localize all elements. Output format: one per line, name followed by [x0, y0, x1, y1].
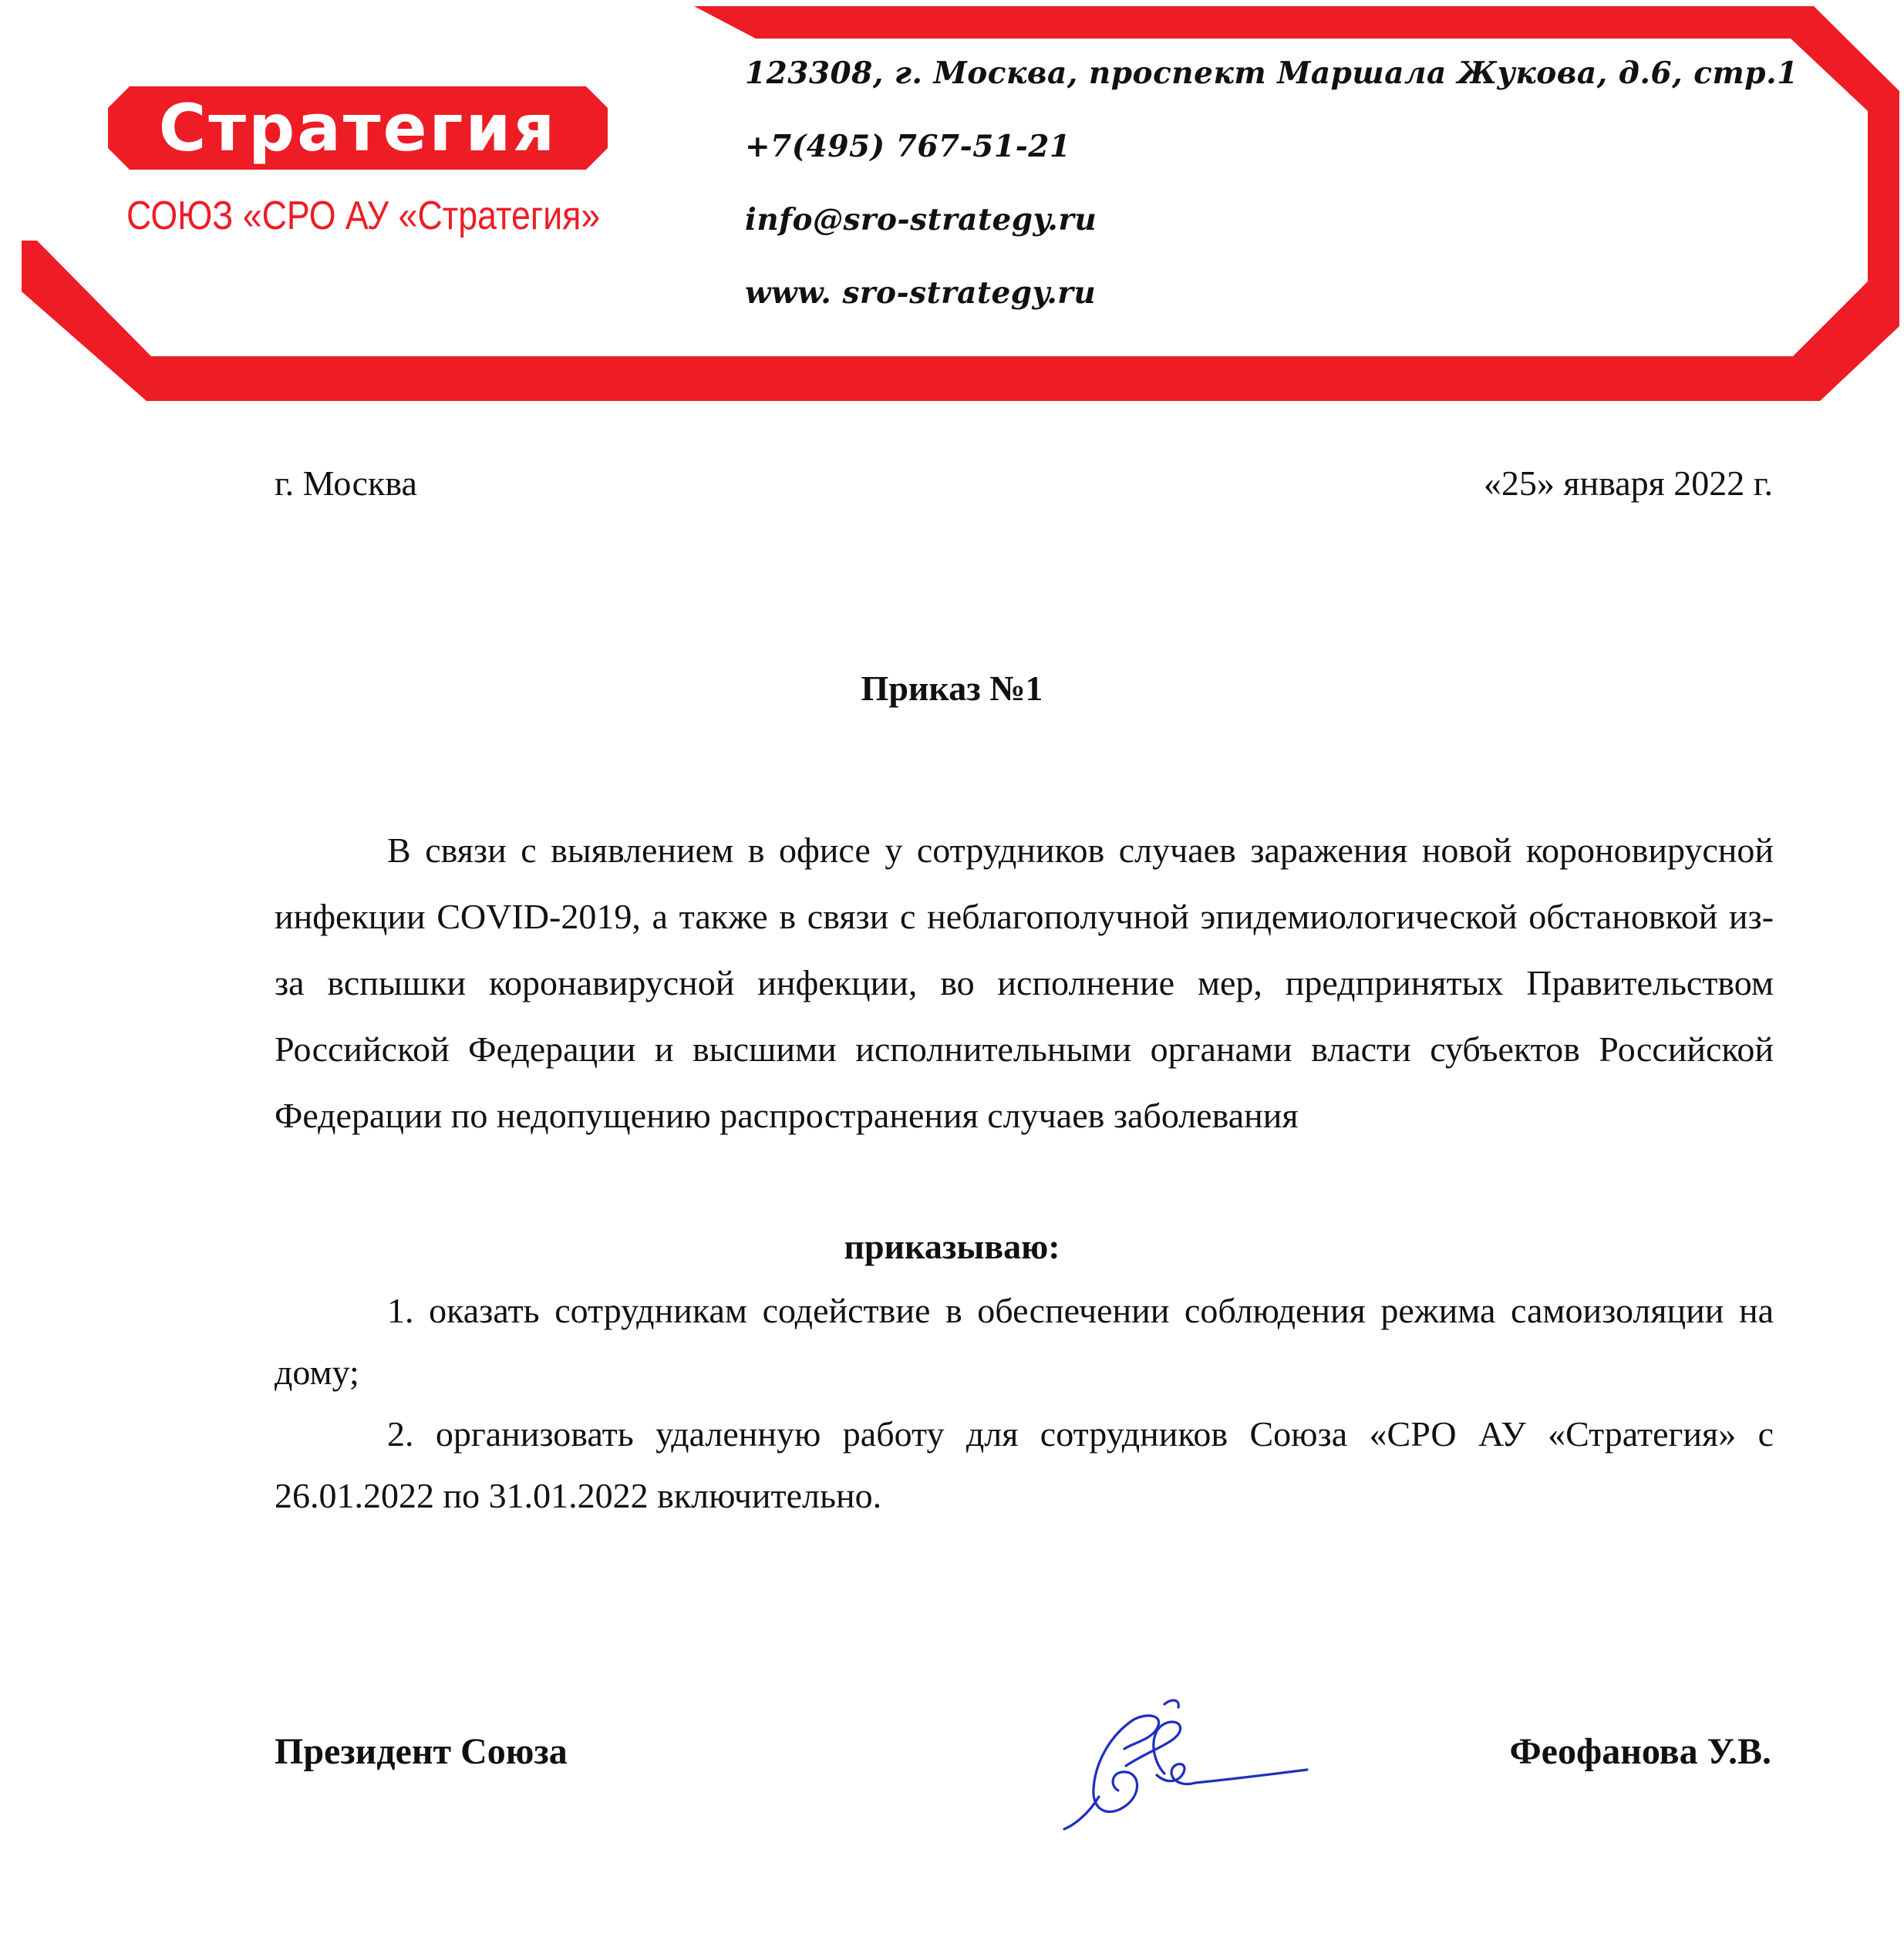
- organization-name: СОЮЗ «СРО АУ «Стратегия»: [126, 194, 601, 238]
- order-item-1: 1. оказать сотрудникам содействие в обеспечении соблюдения режима самоизоляции на дому;: [275, 1291, 1774, 1392]
- orders-heading: приказываю:: [844, 1227, 1060, 1266]
- website[interactable]: www. sro-strategy.ru: [745, 275, 1097, 311]
- preamble-paragraph: В связи с выявлением в офисе у сотрудников случаев заражения новой короновирусной инфекции COVID-2019, а также в связи с неблагополучной эпидемиологической обстановкой из-за вспышки коронавирусной инфекции, во исполнение мер, предпринятых Правительством Российской Федерации и высшими исполнительными органами власти субъектов Российской Федерации по недопущению распространения случаев заболевания: [275, 830, 1774, 1135]
- email[interactable]: info@sro-strategy.ru: [745, 202, 1097, 238]
- phone: +7(495) 767-51-21: [745, 129, 1071, 164]
- document-title: Приказ №1: [861, 669, 1043, 708]
- order-item-2: 2. организовать удаленную работу для сотрудников Союза «СРО АУ «Стратегия» с 26.01.2022 по 31.01.2022 включительно.: [275, 1414, 1774, 1515]
- document-date: «25» января 2022 г.: [1483, 463, 1773, 503]
- address: 123308, г. Москва, проспект Маршала Жукова, д.6, стр.1: [745, 56, 1798, 91]
- orders-list: [275, 1280, 1774, 1527]
- signatory-name: Феофанова У.В.: [1509, 1731, 1771, 1772]
- preamble-block: [275, 817, 1774, 1149]
- document-place: г. Москва: [275, 463, 417, 503]
- handwritten-signature: [1041, 1689, 1311, 1835]
- logo-text: Стратегия: [158, 90, 558, 166]
- signatory-role: Президент Союза: [275, 1731, 568, 1772]
